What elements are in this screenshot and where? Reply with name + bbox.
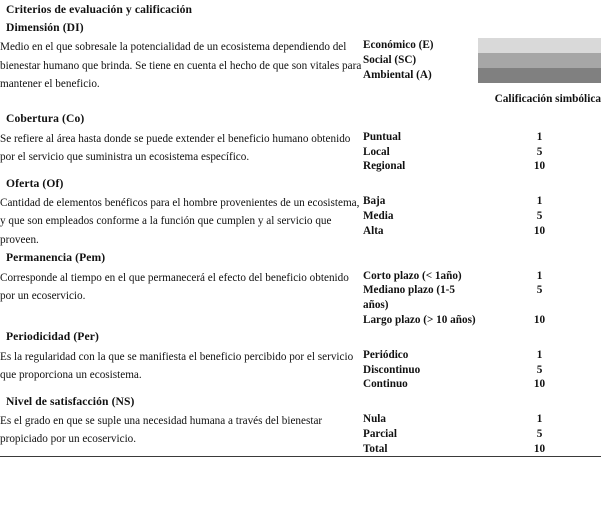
section-body-nivel-satisfaccion xyxy=(0,412,601,457)
section-title-label: Dimensión (DI) xyxy=(6,21,84,34)
option-label: Regional xyxy=(363,160,406,173)
option-value: 10 xyxy=(533,224,546,237)
option-label: Continuo xyxy=(363,378,408,391)
table-header-row xyxy=(0,0,601,19)
option-row[interactable] xyxy=(363,130,601,145)
section-options-cell xyxy=(363,269,601,328)
section-options-cell xyxy=(363,194,601,248)
option-row[interactable] xyxy=(363,209,601,224)
section-options-cell xyxy=(363,38,601,92)
section-header-permanencia xyxy=(0,249,601,269)
section-header-oferta xyxy=(0,174,601,194)
section-description: Corresponde al tiempo en el que permanecerá el efecto del beneficio obtenido por un ecoservicio. xyxy=(0,271,349,302)
section-header-periodicidad xyxy=(0,328,601,348)
option-row[interactable] xyxy=(363,348,601,363)
section-description: Es el grado en que se suple una necesidad humana a través del bienestar propiciado por un ecoservicio. xyxy=(0,415,323,446)
options-table-nivel-satisfaccion xyxy=(363,412,601,456)
option-value: 5 xyxy=(536,363,543,376)
option-label: Puntual xyxy=(363,130,401,143)
option-row[interactable] xyxy=(363,427,601,442)
option-row[interactable] xyxy=(363,377,601,392)
option-value: 5 xyxy=(536,284,543,297)
option-label: Corto plazo (< 1año) xyxy=(363,269,462,282)
option-label: Mediano plazo (1-5 años) xyxy=(363,284,455,312)
option-row[interactable] xyxy=(363,442,601,457)
option-label: Total xyxy=(363,442,388,455)
spacer-cell xyxy=(363,93,478,110)
option-value: 5 xyxy=(536,145,543,158)
option-value: 10 xyxy=(533,313,546,326)
section-body-permanencia xyxy=(0,269,601,328)
section-description: Es la regularidad con la que se manifiesta el beneficio percibido por el servicio que proporciona un ecosistema. xyxy=(0,350,354,381)
option-row[interactable] xyxy=(363,313,601,328)
option-value: 10 xyxy=(533,442,546,455)
option-label: Baja xyxy=(363,195,386,208)
option-swatch-social xyxy=(478,53,601,68)
option-row[interactable] xyxy=(363,363,601,378)
section-header-cobertura xyxy=(0,110,601,130)
option-value: 10 xyxy=(533,160,546,173)
options-table-cobertura xyxy=(363,130,601,174)
section-description: Se refiere al área hasta donde se puede extender el beneficio humano obtenido por el servicio que suministra un ecosistema específico. xyxy=(0,132,351,164)
option-value: 1 xyxy=(536,130,543,143)
option-label: Alta xyxy=(363,224,384,237)
section-body-oferta xyxy=(0,194,601,248)
option-row[interactable] xyxy=(363,53,601,68)
section-body-cobertura xyxy=(0,130,601,174)
option-label: Social (SC) xyxy=(363,54,417,67)
option-label: Discontinuo xyxy=(363,363,421,376)
option-row[interactable] xyxy=(363,159,601,174)
option-value: 1 xyxy=(536,348,543,361)
option-row[interactable] xyxy=(363,412,601,427)
section-description: Medio en el que sobresale la potencialidad de un ecosistema dependiendo del bienestar humano que brinda. Se tiene en cuenta el hecho de que son vitales para mantener el beneficio. xyxy=(0,41,362,90)
option-value: 1 xyxy=(536,269,543,282)
option-value: 5 xyxy=(536,427,543,440)
section-options-cell xyxy=(363,412,601,457)
table-title: Criterios de evaluación y calificación xyxy=(6,2,193,16)
option-row[interactable] xyxy=(363,38,601,53)
option-value: 5 xyxy=(536,210,543,222)
option-label: Media xyxy=(363,210,394,222)
section-options-cell xyxy=(363,130,601,174)
option-swatch-economico xyxy=(478,38,601,53)
symbolic-rating-label: Calificación simbólica xyxy=(494,92,601,105)
option-label: Nula xyxy=(363,413,387,426)
option-label: Periódico xyxy=(363,348,409,361)
section-header-dimension xyxy=(0,19,601,39)
options-table-periodicidad xyxy=(363,348,601,392)
symbolic-rating-header-row xyxy=(0,93,601,110)
section-body-dimension xyxy=(0,38,601,92)
option-row[interactable] xyxy=(363,283,601,313)
section-title-label: Cobertura (Co) xyxy=(6,112,85,126)
option-value: 1 xyxy=(536,195,543,208)
option-row[interactable] xyxy=(363,269,601,284)
option-label: Local xyxy=(363,145,390,158)
option-value: 10 xyxy=(533,378,546,391)
section-description: Cantidad de elementos benéficos para el hombre provenientes de un ecosistema, y que son empleados conforme a la función que cumplen y al servicio que proveen. xyxy=(0,197,360,246)
section-title-label: Nivel de satisfacción (NS) xyxy=(6,394,135,408)
option-label: Parcial xyxy=(363,427,397,440)
options-table-dimension xyxy=(363,38,601,82)
option-value: 1 xyxy=(536,413,543,426)
section-options-cell xyxy=(363,348,601,392)
section-title-label: Oferta (Of) xyxy=(6,176,64,190)
options-table-oferta xyxy=(363,194,601,238)
spacer-cell xyxy=(0,93,363,110)
option-row[interactable] xyxy=(363,224,601,239)
option-row[interactable] xyxy=(363,194,601,209)
section-title-label: Periodicidad (Per) xyxy=(6,330,99,344)
option-label: Largo plazo (> 10 años) xyxy=(363,313,476,326)
options-table-permanencia xyxy=(363,269,601,328)
option-swatch-ambiental xyxy=(478,68,601,83)
option-row[interactable] xyxy=(363,68,601,83)
option-row[interactable] xyxy=(363,145,601,160)
option-label: Económico (E) xyxy=(363,39,434,52)
section-body-periodicidad xyxy=(0,348,601,392)
section-header-nivel-satisfaccion xyxy=(0,392,601,412)
section-title-label: Permanencia (Pem) xyxy=(6,251,106,265)
option-label: Ambiental (A) xyxy=(363,69,432,82)
